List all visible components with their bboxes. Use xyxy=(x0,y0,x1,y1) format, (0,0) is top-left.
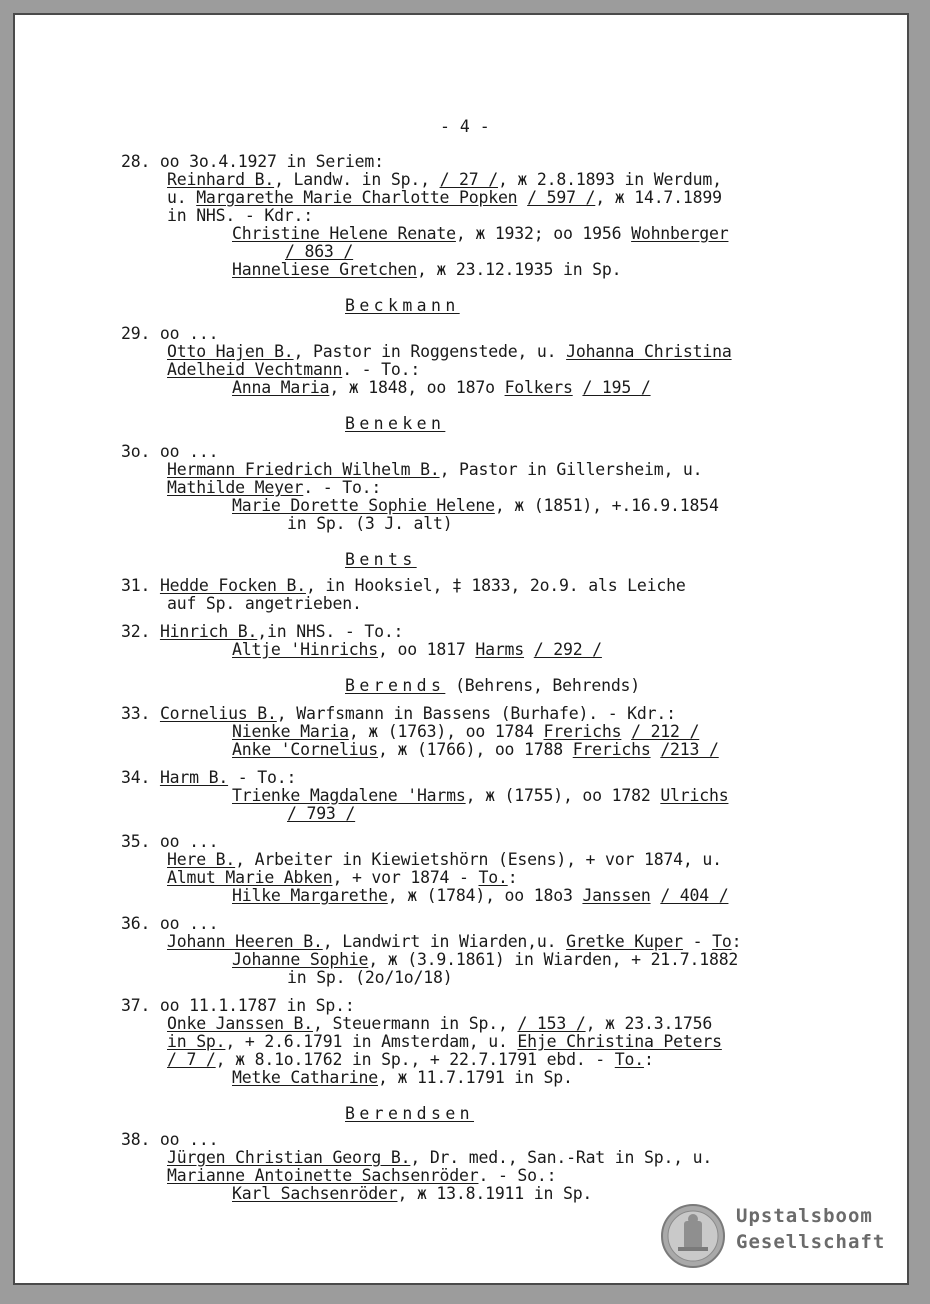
text: , Dr. med., San.-Rat in Sp., u. xyxy=(410,1148,713,1167)
entry-28-line-1: 28. oo 3o.4.1927 in Seriem: xyxy=(121,152,384,171)
entry-32-line-1 xyxy=(121,623,403,641)
person-name: Adelheid Vechtmann xyxy=(167,360,343,379)
person-name: Anna Maria xyxy=(232,378,330,397)
person-name: Hedde Focken B. xyxy=(159,576,306,595)
person-name: Onke Janssen B. xyxy=(167,1014,314,1033)
surname: Wohnberger xyxy=(631,224,729,243)
entry-34-line-3 xyxy=(287,805,355,823)
entry-37-line-4 xyxy=(167,1051,654,1069)
entry-28-line-6 xyxy=(285,243,353,261)
document-page xyxy=(13,13,909,1285)
logo-text-line-1: Upstalsboom xyxy=(736,1205,873,1227)
person-name: Hermann Friedrich Wilhelm B. xyxy=(167,460,440,479)
text: , ж 1932; oo 1956 xyxy=(455,224,632,243)
person-name: Jürgen Christian Georg B. xyxy=(167,1148,411,1167)
person-name: Altje 'Hinrichs xyxy=(232,640,379,659)
reference-number: / 153 / xyxy=(517,1014,586,1033)
section-heading-text: Berends xyxy=(345,676,446,695)
section-heading-variants: (Behrens, Behrends) xyxy=(455,676,641,695)
reference-number: / 597 / xyxy=(527,188,596,207)
entry-35-line-1: 35. oo ... xyxy=(121,832,219,851)
surname: Folkers xyxy=(504,378,573,397)
entry-28-line-4: in NHS. - Kdr.: xyxy=(167,206,314,225)
entry-31-line-1 xyxy=(121,577,686,595)
surname: Harms xyxy=(475,640,525,659)
person-name: Ehje Christina Peters xyxy=(517,1032,722,1051)
text: , ж 11.7.1791 in Sp. xyxy=(378,1068,573,1087)
reference-number: / 195 / xyxy=(582,378,651,397)
entry-28-line-3 xyxy=(167,189,722,207)
entry-31-line-2: auf Sp. angetrieben. xyxy=(167,594,362,613)
entry-35-line-2 xyxy=(167,851,722,869)
entry-35-line-4 xyxy=(232,887,728,905)
person-name: Karl Sachsenröder xyxy=(232,1184,398,1203)
text: : xyxy=(731,932,742,951)
reference-number: / 404 / xyxy=(660,886,729,905)
text: , ж 13.8.1911 in Sp. xyxy=(397,1184,593,1203)
section-heading-bents: Bents xyxy=(345,550,417,569)
entry-33-line-2 xyxy=(232,723,699,741)
section-heading-beneken: Beneken xyxy=(345,414,446,433)
text xyxy=(573,378,583,397)
text: , ж 1848, oo 187o xyxy=(329,378,505,397)
entry-29-line-1: 29. oo ... xyxy=(121,324,219,343)
text: u. xyxy=(167,188,197,207)
entry-33-line-1 xyxy=(121,705,676,723)
person-name: Johanna Christina xyxy=(566,342,732,361)
person-name: Trienke Magdalene 'Harms xyxy=(232,786,466,805)
entry-36-line-1: 36. oo ... xyxy=(121,914,219,933)
text: ,in NHS. - To.: xyxy=(257,622,404,641)
text: , ж 8.1o.1762 in Sp., + 22.7.1791 ebd. - xyxy=(215,1050,615,1069)
text: , ж 2.8.1893 in Werdum, xyxy=(497,170,722,189)
page-number: - 4 - xyxy=(440,117,490,136)
entry-38-line-4 xyxy=(232,1185,592,1203)
entry-30-line-1: 3o. oo ... xyxy=(121,442,219,461)
text: , Landw. in Sp., xyxy=(274,170,440,189)
entry-28-line-5 xyxy=(232,225,728,243)
text: : xyxy=(643,1050,654,1069)
person-name: Here B. xyxy=(167,850,236,869)
text: , ж 14.7.1899 xyxy=(595,188,722,207)
entry-38-line-1: 38. oo ... xyxy=(121,1130,219,1149)
text: . - To.: xyxy=(342,360,421,379)
text xyxy=(621,722,631,741)
entry-37-line-5 xyxy=(232,1069,573,1087)
entry-29-line-4 xyxy=(232,379,651,397)
text: , ж (1784), oo 18o3 xyxy=(387,886,583,905)
text: , Steuermann in Sp., xyxy=(313,1014,518,1033)
entry-36-line-2 xyxy=(167,933,741,951)
person-name: Reinhard B. xyxy=(167,170,275,189)
person-name: Johanne Sophie xyxy=(232,950,369,969)
reference-number: / 212 / xyxy=(631,722,700,741)
entry-33-line-3 xyxy=(232,741,719,759)
person-name: Hinrich B. xyxy=(159,622,258,641)
entry-38-line-2 xyxy=(167,1149,712,1167)
text: , Pastor in Roggenstede, u. xyxy=(293,342,567,361)
text: , ж (1763), oo 1784 xyxy=(348,722,544,741)
surname: Ulrichs xyxy=(660,786,729,805)
surname: Janssen xyxy=(582,886,651,905)
text: , ж (1851), +.16.9.1854 xyxy=(494,496,719,515)
person-name: Nienke Maria xyxy=(232,722,349,741)
text: in Sp. xyxy=(167,1032,226,1051)
text xyxy=(651,740,661,759)
text: , oo 1817 xyxy=(378,640,476,659)
person-name: Christine Helene Renate xyxy=(232,224,456,243)
text: 32. xyxy=(121,622,160,641)
person-name: Anke 'Cornelius xyxy=(232,740,379,759)
text: , Landwirt in Wiarden,u. xyxy=(322,932,567,951)
text: , + vor 1874 - xyxy=(332,868,479,887)
entry-32-line-2 xyxy=(232,641,602,659)
text: To xyxy=(712,932,732,951)
logo-text-line-2: Gesellschaft xyxy=(736,1231,886,1253)
surname: Frerichs xyxy=(543,722,622,741)
reference-number: / 27 / xyxy=(439,170,498,189)
person-name: Marianne Antoinette Sachsenröder xyxy=(167,1166,479,1185)
reference-number: / 292 / xyxy=(533,640,602,659)
entry-30-line-3 xyxy=(167,479,381,497)
text: - xyxy=(682,932,713,951)
entry-30-line-4 xyxy=(232,497,719,515)
text: , Warfsmann in Bassens (Burhafe). - Kdr.: xyxy=(276,704,676,723)
seal-icon xyxy=(660,1203,726,1269)
entry-28-line-2 xyxy=(167,171,722,189)
entry-34-line-2 xyxy=(232,787,728,805)
entry-37-line-2 xyxy=(167,1015,712,1033)
person-name: Almut Marie Abken xyxy=(167,868,333,887)
text: , ж (3.9.1861) in Wiarden, + 21.7.1882 xyxy=(368,950,739,969)
person-name: Margarethe Marie Charlotte Popken xyxy=(196,188,518,207)
text xyxy=(651,886,661,905)
text: - To.: xyxy=(228,768,297,787)
text: , + 2.6.1791 in Amsterdam, u. xyxy=(225,1032,518,1051)
text: 33. xyxy=(121,704,160,723)
text: , Arbeiter in Kiewietshörn (Esens), + vor 1874, u. xyxy=(235,850,722,869)
person-name: Harm B. xyxy=(159,768,229,787)
text: , ж 23.3.1756 xyxy=(585,1014,713,1033)
entry-29-line-3 xyxy=(167,361,420,379)
entry-29-line-2 xyxy=(167,343,732,361)
text: , ж (1755), oo 1782 xyxy=(465,786,661,805)
text: . - So.: xyxy=(478,1166,557,1185)
reference-number: / 863 / xyxy=(285,242,354,261)
entry-30-line-2 xyxy=(167,461,702,479)
person-name: Otto Hajen B. xyxy=(167,342,294,361)
text xyxy=(524,640,534,659)
text: To. xyxy=(614,1050,644,1069)
entry-35-line-3 xyxy=(167,869,517,887)
surname: Frerichs xyxy=(572,740,651,759)
person-name: Hanneliese Gretchen xyxy=(232,260,417,279)
person-name: Marie Dorette Sophie Helene xyxy=(232,496,495,515)
text: 34. xyxy=(121,768,160,787)
society-logo xyxy=(660,1203,900,1273)
text: , ж 23.12.1935 in Sp. xyxy=(416,260,622,279)
person-name: Metke Catharine xyxy=(232,1068,379,1087)
text: , in Hooksiel, ‡ 1833, 2o.9. als Leiche xyxy=(305,576,686,595)
section-heading-berendsen: Berendsen xyxy=(345,1104,475,1123)
text: : xyxy=(507,868,518,887)
entry-38-line-3 xyxy=(167,1167,556,1185)
section-heading-beckmann: Beckmann xyxy=(345,296,460,315)
reference-number: /213 / xyxy=(660,740,719,759)
entry-34-line-1 xyxy=(121,769,296,787)
section-heading-berends xyxy=(345,677,640,695)
person-name: Hilke Margarethe xyxy=(232,886,388,905)
person-name: Gretke Kuper xyxy=(566,932,683,951)
entry-28-line-7 xyxy=(232,261,621,279)
entry-37-line-3 xyxy=(167,1033,722,1051)
text: To. xyxy=(478,868,508,887)
person-name: Johann Heeren B. xyxy=(167,932,323,951)
person-name: Cornelius B. xyxy=(159,704,277,723)
entry-37-line-1: 37. oo 11.1.1787 in Sp.: xyxy=(121,996,355,1015)
text xyxy=(517,188,527,207)
text: , Pastor in Gillersheim, u. xyxy=(439,460,703,479)
person-name: Mathilde Meyer xyxy=(167,478,304,497)
text: , ж (1766), oo 1788 xyxy=(378,740,573,759)
entry-36-line-4: in Sp. (2o/1o/18) xyxy=(287,968,453,987)
text: 31. xyxy=(121,576,160,595)
reference-number: / 793 / xyxy=(287,804,356,823)
reference-number: / 7 / xyxy=(167,1050,216,1069)
entry-30-line-5: in Sp. (3 J. alt) xyxy=(287,514,453,533)
text: . - To.: xyxy=(303,478,382,497)
entry-36-line-3 xyxy=(232,951,738,969)
